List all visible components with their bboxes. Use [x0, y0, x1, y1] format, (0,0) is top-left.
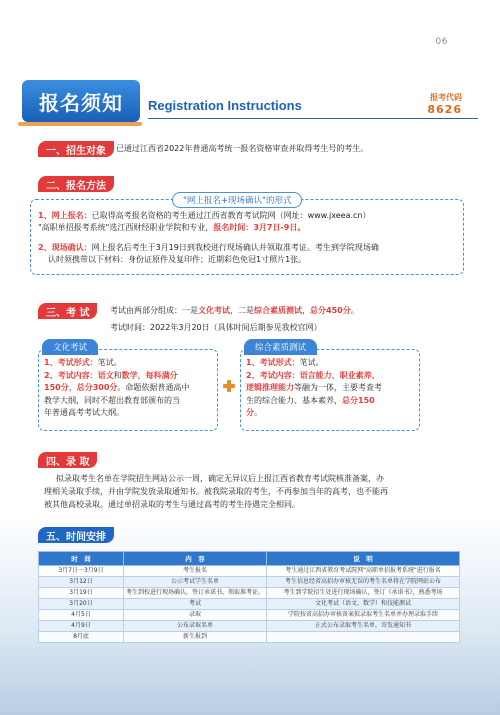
quality-l2-label: 2、考试内容：: [246, 370, 300, 380]
page-title-en: Registration Instructions: [148, 98, 302, 113]
admission-text: [44, 472, 464, 511]
culture-l4: 年普通高考考试大纲。: [44, 408, 124, 417]
exam-code-value: 8626: [427, 103, 462, 116]
quality-l2-red: 语言能力、职业素养、: [299, 370, 380, 380]
quality-l5-text: 。: [254, 408, 262, 417]
section-1-tag: 一、招生对象: [38, 141, 114, 157]
exam-time: 考试时间：2022年3月20日（具体时间后期参见我校官网）: [110, 323, 322, 332]
item1-label: 1、网上报名：: [38, 211, 92, 220]
culture-exam-title: 文化考试: [42, 339, 98, 355]
culture-l1-text: 笔试。: [97, 358, 122, 367]
item2-text-b: 认时须携带以下材料：身份证原件及复印件；近期彩色免冠1寸照片1张。: [48, 255, 307, 264]
table-row: [39, 566, 460, 577]
table-row: [39, 577, 460, 588]
schedule-header-row: [39, 552, 460, 566]
table-row: [39, 632, 460, 643]
intro-e: ，: [302, 306, 310, 315]
page-title: 报名须知: [22, 80, 140, 122]
section-5-tag: 五、时间安排: [38, 527, 114, 543]
section-4-tag: 四、录 取: [38, 452, 97, 468]
table-row: [39, 621, 460, 632]
cell-note: 考生信息经省高招办审核无误的考生名单将在学院网站公布: [267, 577, 460, 588]
cell-time: 4月9日: [39, 621, 124, 632]
quality-l1-text: 笔试。: [299, 358, 324, 367]
col-content-header: 内 容: [124, 552, 267, 566]
exam-code: [427, 92, 462, 116]
cell-time: 3月20日: [39, 599, 124, 610]
quality-l4-text: 生的综合能力、基本素养，: [246, 395, 342, 405]
intro-d: 综合素质测试: [254, 306, 302, 315]
quality-l3-red: 逻辑推理能力: [246, 383, 294, 392]
intro-f: 总分450分: [310, 306, 351, 315]
item-onsite-confirmation: [38, 242, 458, 266]
item-online-registration: [38, 210, 458, 234]
cell-time: 8月底: [39, 632, 124, 643]
culture-exam-content: [44, 357, 214, 420]
table-row: [39, 599, 460, 610]
cell-content: 公布录取名单: [124, 621, 267, 632]
section-2-tag: 二、报名方法: [38, 176, 114, 192]
table-row: [39, 610, 460, 621]
cell-content: 考试: [124, 599, 267, 610]
plus-icon: [223, 380, 235, 392]
registration-method-pill: "网上报名+现场确认"的形式: [172, 192, 302, 208]
culture-l1-label: 1、考试形式：: [44, 358, 98, 367]
cell-note: 考生到学院招生处进行现场确认，签订《承诺书》，熟悉考场: [267, 588, 460, 599]
col-time-header: 时 间: [39, 552, 124, 566]
admission-p3: 被其他高校录取。通过单招录取的考生与通过高考的考生待遇完全相同。: [44, 500, 300, 509]
culture-l2-t1: 和: [113, 370, 122, 380]
cell-note: 学院按省高招办审核备案拟录取考生名单并办理录取手续: [267, 610, 460, 621]
item1-text-a: 已取得高考报名资格的考生通过江西省教育考试院网（网址：www.jxeea.cn）: [91, 211, 371, 220]
cell-time: 4月5日: [39, 610, 124, 621]
exam-code-label: 报考代码: [430, 93, 462, 102]
quality-l3-text: 等融为一体，主要考查考: [294, 383, 382, 392]
cell-time: 3月19日: [39, 588, 124, 599]
cell-time: 3月12日: [39, 577, 124, 588]
item2-text-a: 网上报名后考生于3月19日到我校进行现场确认并领取准考证。考生到学院现场确: [91, 243, 379, 252]
culture-l2-b2: 数学: [121, 370, 138, 380]
title-underline: [148, 118, 478, 119]
admission-p2: 理相关录取手续，并由学院发放录取通知书。被我院录取的考生，不再参加当年的高考，也不能再: [44, 487, 388, 496]
intro-c: ，二是: [230, 306, 254, 315]
intro-a: 考试由两部分组成：一是: [110, 306, 198, 315]
cell-content: 新生报到: [124, 632, 267, 643]
culture-l2-t2: ，: [137, 370, 146, 380]
exam-intro: [110, 305, 359, 317]
quality-test-content: [246, 357, 416, 420]
culture-l2-t4: 。命题依据普通高中: [117, 383, 190, 392]
cell-time: 3月7日一3月9日: [39, 566, 124, 577]
table-row: [39, 588, 460, 599]
intro-b: 文化考试: [198, 306, 230, 315]
intro-g: 。: [350, 306, 359, 315]
culture-l2-label: 2、考试内容：: [44, 370, 98, 380]
culture-l2-b1: 语文: [97, 370, 114, 380]
page-number: 06: [435, 37, 448, 47]
culture-l2-b4: 150分: [44, 383, 69, 392]
section-1-text: 已通过江西省2022年普通高考统一报名资格审查并取得考生号的考生。: [116, 144, 369, 153]
col-note-header: 说 明: [267, 552, 460, 566]
item2-label: 2、现场确认：: [38, 243, 92, 252]
cell-content: 录取: [124, 610, 267, 621]
cell-content: 考生报名: [124, 566, 267, 577]
item1-text-c: 报名时间：3月7日-9日。: [213, 223, 306, 232]
cell-note: [267, 632, 460, 643]
section-3-tag: 三、考 试: [38, 303, 97, 319]
culture-l2-b3: 每科满分: [145, 370, 178, 380]
quality-l5-red: 分: [246, 408, 254, 417]
item1-text-b: "高职单招报考系统"选江西财经职业学院和专业，: [38, 223, 214, 232]
cell-note: 考生通过江西省教育考试院网"高职单招报考系统"进行报名: [267, 566, 460, 577]
quality-l4-red: 总分150: [342, 395, 375, 405]
schedule-table: [38, 551, 460, 643]
quality-test-title: 综合素质测试: [244, 339, 317, 355]
cell-note: 正式公布录取考生名单，寄发通知书: [267, 621, 460, 632]
culture-l3: 教学大纲，同时不超出教育部颁布的当: [44, 395, 180, 405]
cell-content: 公示考试学生名单: [124, 577, 267, 588]
quality-l1-label: 1、考试形式：: [246, 358, 300, 367]
culture-l2-b5: 总分300分: [76, 383, 118, 392]
cell-content: 考生到校进行现场确认，签订承诺书，领取准考证。: [124, 588, 267, 599]
cell-note: 文化考试（语文、数学）和技能测试: [267, 599, 460, 610]
admission-p1: 拟录取考生名单在学院招生网站公示一周，确定无异议后上报江西省教育考试院核准备案，办: [56, 474, 384, 483]
culture-l2-t3: ，: [68, 383, 77, 392]
